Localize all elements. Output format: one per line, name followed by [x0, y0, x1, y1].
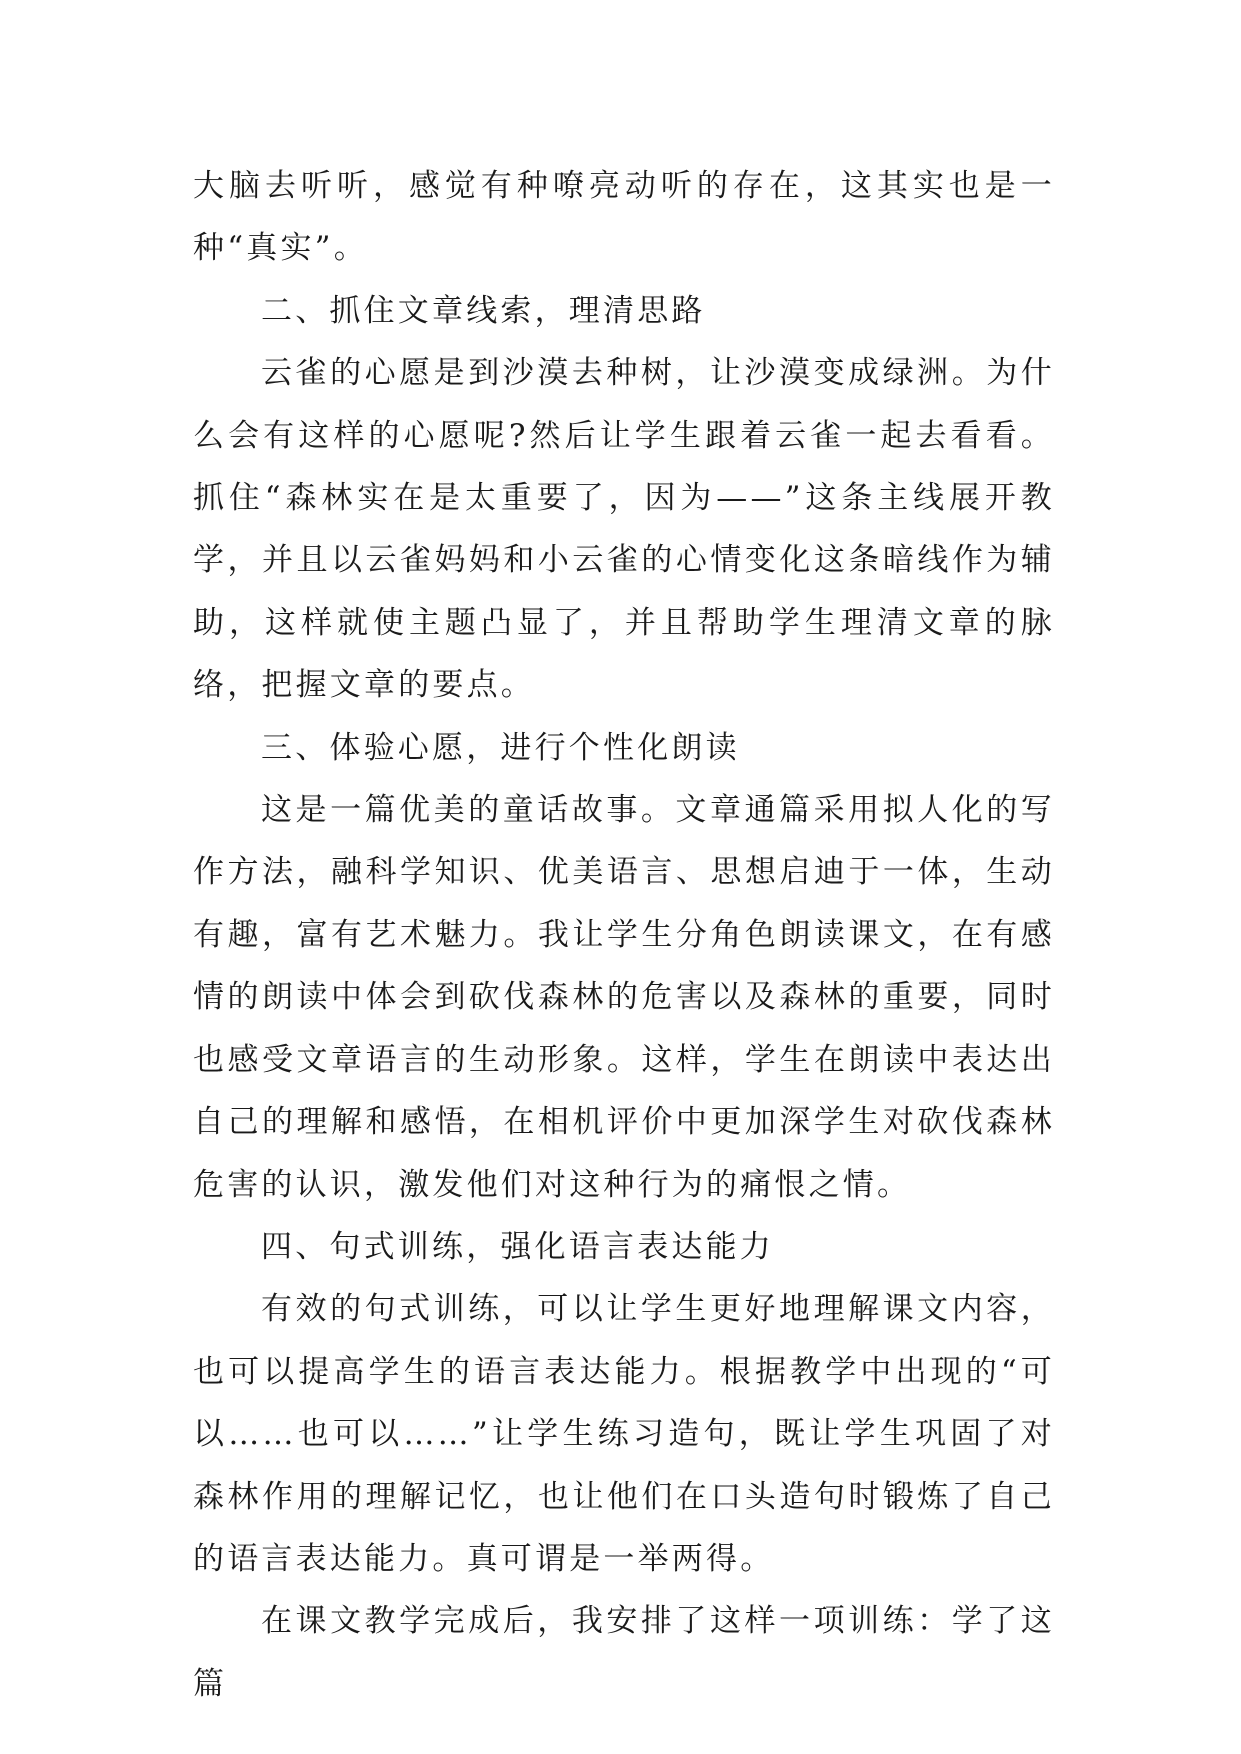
paragraph-final: 在课文教学完成后，我安排了这样一项训练：学了这篇 — [193, 1603, 1055, 1702]
section-heading-2: 二、抓住文章线索，理清思路 — [261, 292, 706, 329]
section-heading-3: 三、体验心愿，进行个性化朗读 — [261, 729, 740, 766]
paragraph-continuation: 大脑去听听，感觉有种嘹亮动听的存在，这其实也是一种“真实”。 — [193, 168, 1055, 267]
paragraph-section-4: 有效的句式训练，可以让学生更好地理解课文内容，也可以提高学生的语言表达能力。根据教学中出现的“可以……也可以……”让学生练习造句，既让学生巩固了对森林作用的理解记忆，也让他们在口头造句时锻炼了自己的语言表达能力。真可谓是一举两得。 — [193, 1291, 1055, 1577]
section-heading-4: 四、句式训练，强化语言表达能力 — [261, 1228, 774, 1265]
paragraph-section-2: 云雀的心愿是到沙漠去种树，让沙漠变成绿洲。为什么会有这样的心愿呢?然后让学生跟着云雀一起去看看。抓住“森林实在是太重要了，因为——”这条主线展开教学，并且以云雀妈妈和小云雀的心情变化这条暗线作为辅助，这样就使主题凸显了，并且帮助学生理清文章的脉络，把握文章的要点。 — [193, 355, 1055, 704]
document-body — [193, 155, 1055, 1715]
paragraph-section-3: 这是一篇优美的童话故事。文章通篇采用拟人化的写作方法，融科学知识、优美语言、思想启迪于一体，生动有趣，富有艺术魅力。我让学生分角色朗读课文，在有感情的朗读中体会到砍伐森林的危害以及森林的重要，同时也感受文章语言的生动形象。这样，学生在朗读中表达出自己的理解和感悟，在相机评价中更加深学生对砍伐森林危害的认识，激发他们对这种行为的痛恨之情。 — [193, 792, 1055, 1203]
